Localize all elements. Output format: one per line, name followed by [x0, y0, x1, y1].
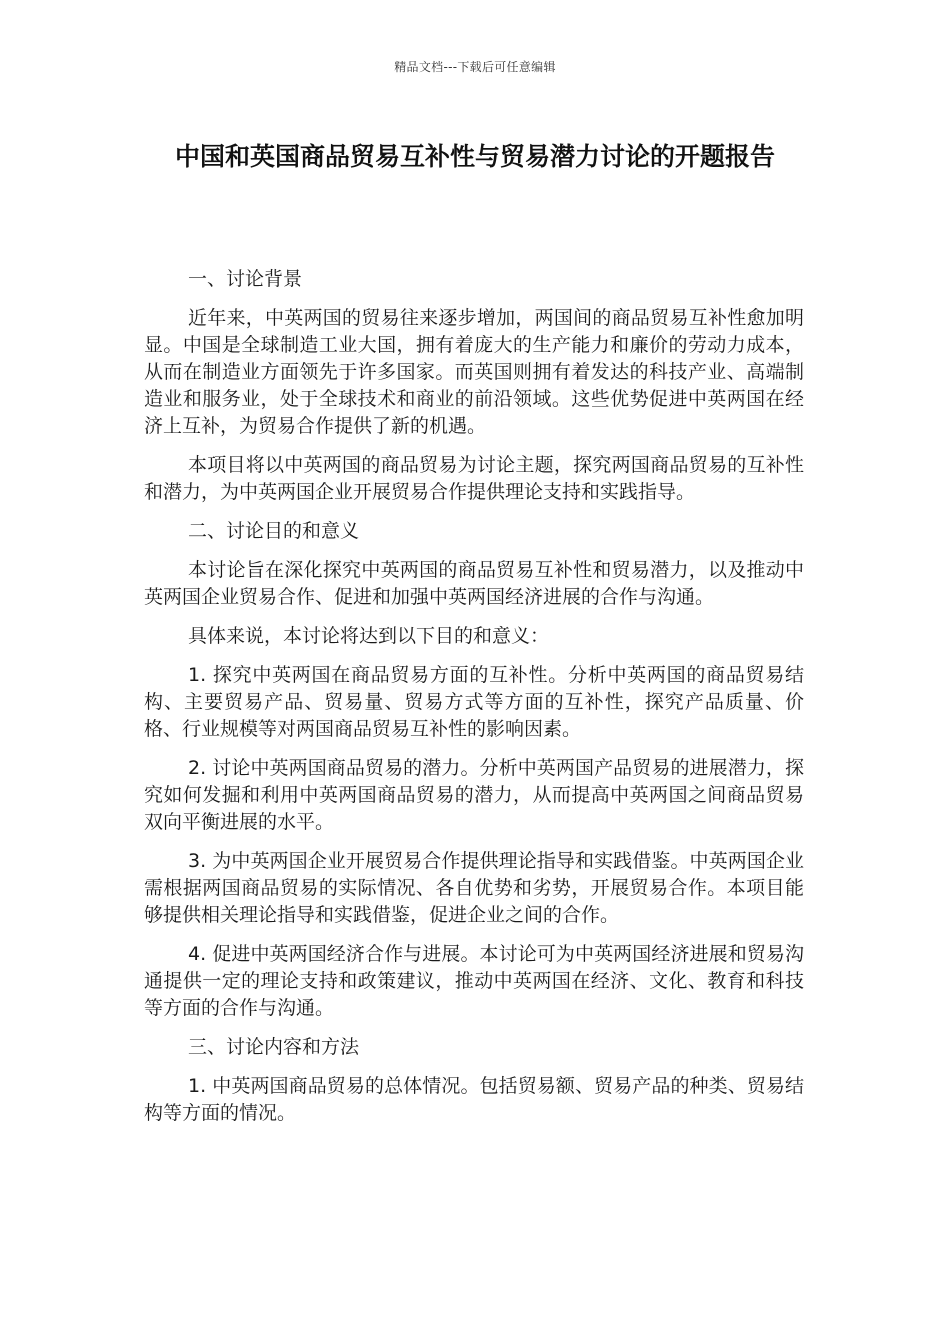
list-item-purpose-4: 4. 促进中英两国经济合作与进展。本讨论可为中英两国经济进展和贸易沟通提供一定的理论支持和政策建议，推动中英两国在经济、文化、教育和科技等方面的合作与沟通。	[144, 943, 804, 1019]
document-title: 中国和英国商品贸易互补性与贸易潜力讨论的开题报告	[174, 142, 775, 171]
header-note: 精品文档---下载后可任意编辑	[394, 60, 556, 74]
list-item-purpose-1: 1. 探究中英两国在商品贸易方面的互补性。分析中英两国的商品贸易结构、主要贸易产品、贸易量、贸易方式等方面的互补性，探究产品质量、价格、行业规模等对两国商品贸易互补性的影响因素。	[144, 664, 804, 740]
list-item-purpose-3: 3. 为中英两国企业开展贸易合作提供理论指导和实践借鉴。中英两国企业需根据两国商品贸易的实际情况、各自优势和劣势，开展贸易合作。本项目能够提供相关理论指导和实践借鉴，促进企业之间的合作。	[144, 850, 804, 926]
section-heading-methods: 三、讨论内容和方法	[188, 1036, 360, 1058]
paragraph-background-1: 近年来，中英两国的贸易往来逐步增加，两国间的商品贸易互补性愈加明显。中国是全球制造工业大国，拥有着庞大的生产能力和廉价的劳动力成本，从而在制造业方面领先于许多国家。而英国则拥有着发达的科技产业、高端制造业和服务业，处于全球技术和商业的前沿领域。这些优势促进中英两国在经济上互补，为贸易合作提供了新的机遇。	[144, 307, 804, 437]
paragraph-purpose-1: 本讨论旨在深化探究中英两国的商品贸易互补性和贸易潜力，以及推动中英两国企业贸易合作、促进和加强中英两国经济进展的合作与沟通。	[144, 559, 804, 608]
list-item-methods-1: 1. 中英两国商品贸易的总体情况。包括贸易额、贸易产品的种类、贸易结构等方面的情况。	[144, 1075, 804, 1124]
section-heading-purpose: 二、讨论目的和意义	[188, 520, 360, 542]
list-item-purpose-2: 2. 讨论中英两国商品贸易的潜力。分析中英两国产品贸易的进展潜力，探究如何发掘和利用中英两国商品贸易的潜力，从而提高中英两国之间商品贸易双向平衡进展的水平。	[144, 757, 804, 833]
paragraph-background-2: 本项目将以中英两国的商品贸易为讨论主题，探究两国商品贸易的互补性和潜力，为中英两国企业开展贸易合作提供理论支持和实践指导。	[144, 454, 804, 503]
document-body	[144, 266, 804, 1139]
paragraph-purpose-2: 具体来说，本讨论将达到以下目的和意义：	[188, 625, 550, 647]
section-heading-background: 一、讨论背景	[188, 268, 303, 290]
